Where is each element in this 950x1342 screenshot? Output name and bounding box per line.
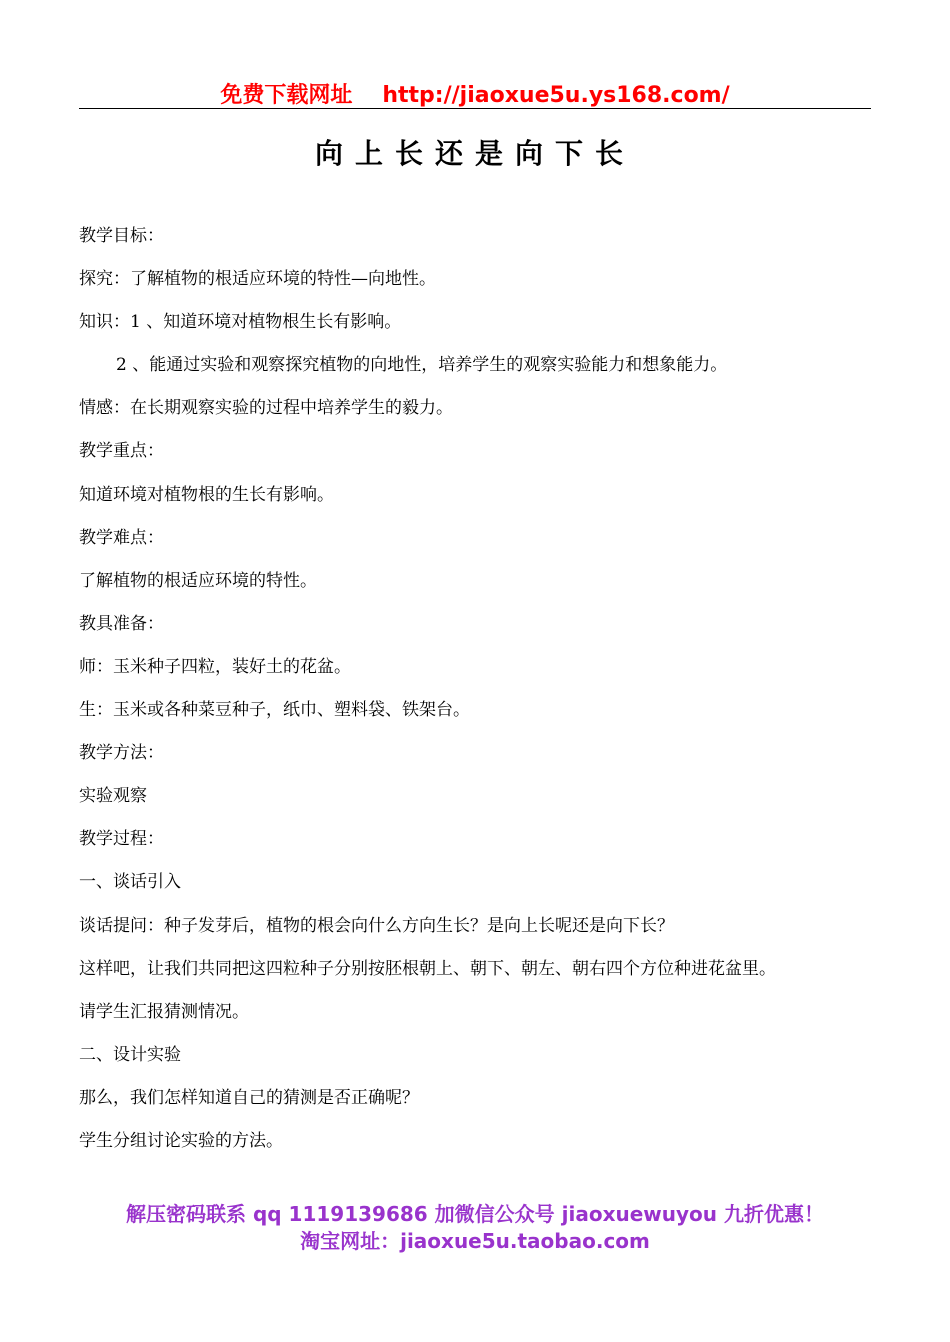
document-title: 向上长还是向下长	[314, 137, 635, 170]
paragraph-line: 教学方法：	[79, 743, 164, 764]
header-divider	[79, 108, 871, 109]
paragraph-line: 实验观察	[79, 786, 147, 807]
paragraph-line: 教学过程：	[79, 829, 164, 850]
paragraph-line: 学生分组讨论实验的方法。	[79, 1130, 283, 1151]
paragraph-line: 探究：了解植物的根适应环境的特性—向地性。	[79, 269, 436, 290]
paragraph-line: 教学难点：	[79, 527, 164, 548]
document-body	[79, 221, 879, 1169]
header-label: 免费下载网址	[220, 83, 353, 108]
paragraph-line: 了解植物的根适应环境的特性。	[79, 570, 317, 591]
paragraph-line: 这样吧，让我们共同把这四粒种子分别按胚根朝上、朝下、朝左、朝右四个方位种进花盆里。	[79, 958, 776, 979]
paragraph-line: 知识：1 、知道环境对植物根生长有影响。	[79, 312, 402, 333]
download-header	[0, 78, 950, 109]
paragraph-line: 师：玉米种子四粒，装好土的花盆。	[79, 656, 351, 677]
paragraph-line: 谈话提问：种子发芽后，植物的根会向什么方向生长？是向上长呢还是向下长？	[79, 915, 674, 936]
paragraph-line: 知道环境对植物根的生长有影响。	[79, 484, 334, 505]
paragraph-line: 情感：在长期观察实验的过程中培养学生的毅力。	[79, 398, 453, 419]
paragraph-line: 教具准备：	[79, 613, 164, 634]
paragraph-line: 那么，我们怎样知道自己的猜测是否正确呢？	[79, 1087, 419, 1108]
paragraph-line: 二、设计实验	[79, 1044, 181, 1065]
paragraph-line: 2 、能通过实验和观察探究植物的向地性，培养学生的观察实验能力和想象能力。	[116, 355, 728, 376]
header-url-link[interactable]: http://jiaoxue5u.ys168.com/	[382, 83, 730, 108]
paragraph-line: 教学重点：	[79, 441, 164, 462]
paragraph-line: 请学生汇报猜测情况。	[79, 1001, 249, 1022]
paragraph-line: 一、谈话引入	[79, 872, 181, 893]
footer-taobao-link[interactable]: 淘宝网址：jiaoxue5u.taobao.com	[300, 1229, 650, 1253]
footer-contact: 解压密码联系 qq 1119139686 加微信公众号 jiaoxuewuyou 九折优惠！	[126, 1202, 824, 1226]
paragraph-line: 生：玉米或各种菜豆种子，纸巾、塑料袋、铁架台。	[79, 700, 470, 721]
paragraph-line: 教学目标：	[79, 226, 164, 246]
